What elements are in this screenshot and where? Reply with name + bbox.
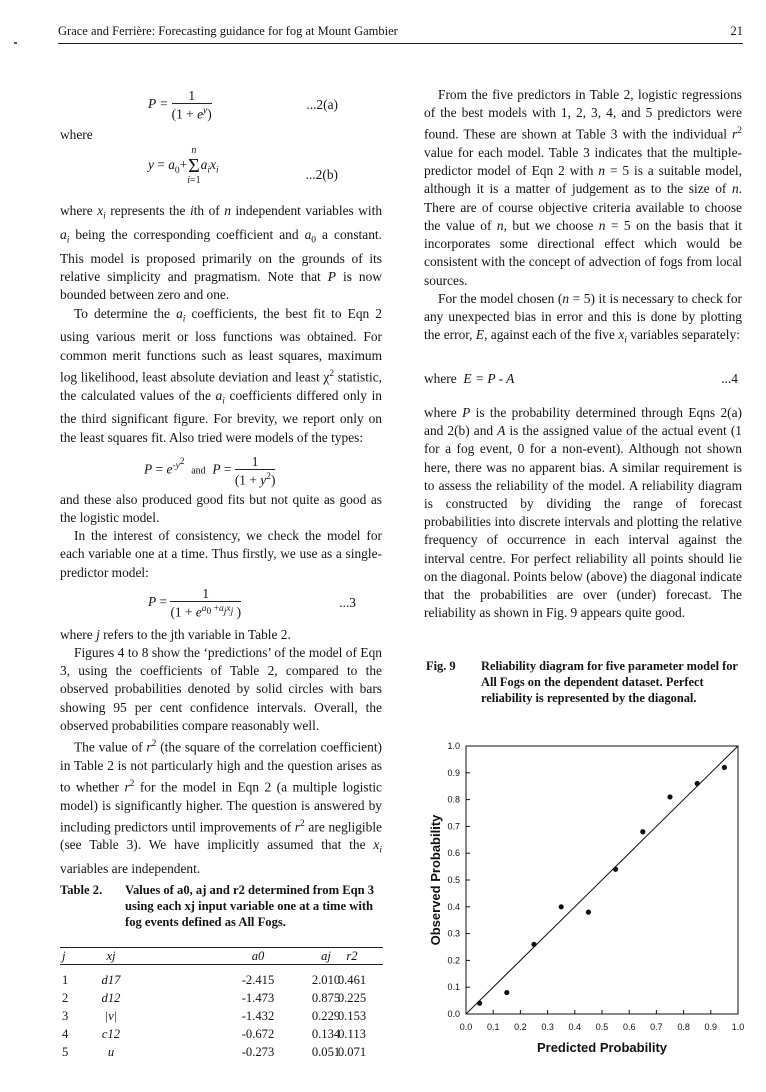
table-cell: u [107,1045,115,1059]
table-cell: 5 [62,1045,69,1059]
table-2-label: Table 2. [60,883,103,897]
x-tick-label: 0.4 [568,1022,582,1032]
y-tick-label: 0.9 [447,767,460,778]
table-cell: 0.113 [338,1027,366,1041]
figure-9-label: Fig. 9 [426,659,456,673]
x-tick-label: 0.5 [595,1022,609,1032]
paragraph: and these also produced good fits but not quite as good as the logistic model. [60,491,382,525]
table-header-cell: j [62,949,66,963]
table-cell: -1.473 [241,991,275,1005]
table-header-cell: aj [321,949,331,963]
equation-2b: $y = a_0+n$ Σ $i=1a_ix_i$ ...2(b) [148,145,338,187]
y-tick-label: 0.0 [447,1009,460,1019]
x-tick-label: 0.1 [486,1022,500,1032]
table-header-cell: a0 [251,949,265,963]
data-point [586,910,591,915]
data-point [722,765,727,770]
table-row [60,991,383,1007]
paragraph: The value of $r^2$ (the square of the correlation coefficient) in Table 2 is not particularly high and the question arises as to whether $r^2$ for the model in Eqn 2 (a multiple logistic model) is significantly higher. The question is answered by including predictors until improvements of $r^2$ are negligible (see Table 3). We have implicitly assumed that the $x_i$ variables are independent. [60,739,383,877]
x-tick-label: 0.6 [622,1022,636,1032]
y-tick-label: 0.3 [447,928,460,939]
table-cell: 4 [62,1027,69,1041]
table-cell: 2 [62,991,69,1005]
table-cell: -2.415 [241,973,275,987]
y-tick-label: 0.8 [447,794,460,805]
data-point [477,1001,482,1006]
paragraph: where j refers to the jth variable in Table 2. [60,626,291,642]
margin-mark [14,42,17,44]
y-axis-label: Observed Probability [428,814,443,946]
table-row [60,973,383,989]
equation-4-label: ...4 [721,370,738,386]
equation-alternatives: $P = e^{-y^2}$ and P = $\frac{1}{(1 + y^2)}$ [144,453,276,488]
table-header-cell: r2 [346,949,358,963]
paragraph: Figures 4 to 8 show the ‘predictions’ of the model of Eqn 3, using the coefficients of Table 2, compared to the observed probabilities denoted by solid circles with bars showing 95 per cent confidence intervals. Overall, the observed probabilities compare reasonably well. [60,645,382,733]
paragraph: For the model chosen (n = 5) it is necessary to check for any unexpected bias in error and this is done by plotting the error, E, against each of the five $x_i$ variables separately: [424,290,742,346]
y-tick-label: 0.6 [447,848,460,859]
paragraph: In the interest of consistency, we check the model for each variable one at a time. Thus firstly, we use as a single-predictor model: [60,528,382,580]
equation-3-label: ...3 [339,594,356,610]
table-cell: 0.071 [337,1045,367,1059]
table-cell: d17 [101,973,121,987]
table-cell: 0.153 [337,1009,367,1023]
table-cell: 1 [62,973,69,987]
equation-4 [424,350,742,404]
perfect-reliability-diagonal [466,746,738,1014]
equation-2b-label: ...2(b) [305,167,338,183]
paragraph: To determine the $a_i$ coefficients, the best fit to Eqn 2 using various merit or loss functions was obtained. For common merit functions such as least squares, maximum log likelihood, least absolute deviation and least $\chi^2$ statistic, the calculated values of the $a_i$ coefficients differed only in the third significant figure. For brevity, we report only on the least squares fit. Also tried were models of the types: [60,305,382,445]
data-point [504,990,509,995]
data-point [695,781,700,786]
table-cell: -0.672 [241,1027,275,1041]
data-point [667,794,672,799]
y-tick-label: 0.2 [447,955,460,966]
table-cell: |v| [104,1009,118,1023]
y-tick-label: 0.4 [447,901,460,912]
x-tick-label: 0.8 [677,1022,690,1032]
paragraph: where P is the probability determined through Eqns 2(a) and 2(b) and A is the assigned value of the actual event (1 for a fog event, 0 for a non-event). Although not shown here, there was no apparent bias. A similar requirement is to assess the reliability of the model. A reliability diagram is constructed by dividing the range of forecast probabilities into discrete intervals and plotting the relative frequency of occurrence in each interval against the interval centre. For perfect reliability all points should lie on the diagonal. Points below (above) the diagonal indicate that the probabilities are over (under) forecast. The reliability as shown in Fig. 9 appears quite good. [424,404,743,621]
equation-2a: P = $\frac{1}{(1 + e^y)}$ ...2(a) [148,88,338,122]
page-number: 21 [730,24,743,38]
header-rule [58,43,743,44]
table-cell: 2.010 [311,973,341,987]
table-row [60,1027,383,1043]
table-cell: 0.051 [311,1045,341,1059]
table-cell: 3 [62,1009,69,1023]
table-cell: 0.461 [337,973,367,987]
table-cell: 0.229 [311,1009,341,1023]
reliability-diagram-svg [424,738,754,1068]
table-cell: 0.225 [337,991,367,1005]
right-column [424,86,742,622]
equation-3: P = $\frac{1}{(1 + e^{a_0 +a_jx_j} )}$ ...3 [148,585,356,620]
table-cell: d12 [101,991,121,1005]
x-tick-label: 0.3 [541,1022,554,1032]
y-tick-label: 0.1 [447,982,460,993]
figure-9-caption: Reliability diagram for five parameter model for All Fogs on the dependent dataset. Perfect reliability is represented by the diagonal. [481,659,738,705]
reliability-diagram [424,738,754,1068]
table-cell: 0.134 [311,1027,341,1041]
where-label: where [60,127,93,142]
data-point [613,867,618,872]
table-row [60,1045,383,1061]
equation-4-where: where [424,370,457,386]
table-header-cell: xj [106,949,116,963]
table-cell: -0.273 [241,1045,275,1059]
y-tick-label: 0.7 [447,821,460,832]
table-header-row [60,949,383,965]
x-tick-label: 0.7 [650,1022,663,1032]
equation-4-expression: E = P - A [463,370,515,386]
table-row [60,1009,383,1025]
data-point [531,942,536,947]
running-header [58,24,743,42]
x-tick-label: 1.0 [731,1022,745,1032]
paragraph: From the five predictors in Table 2, logistic regressions of the best models with 1, 2, 3, 4, and 5 predictors were found. These are shown at Table 3 with the individual $r^2$ value for each model. Table 3 indicates that the multiple-predictor model of Eqn 2 with n = 5 is a suitable model, although it is a matter of judgement as to the size of n. There are of course objective criteria available to choose the value of n, but we choose n = 5 on the basis that it incorporates some directional effect which would be consistent with the concept of advection of fogs from local sources. [424,87,742,288]
left-column [60,86,382,879]
running-title: Grace and Ferrière: Forecasting guidance for fog at Mount Gambier [58,24,398,38]
paragraph: where $x_i$ represents the ith of n independent variables with $a_i$ being the corresponding coefficient and $a_0$ a constant. This model is proposed primarily on the grounds of its relative simplicity and pragmatism. Note that P is now bounded between zero and one. [60,203,383,303]
data-point [559,904,564,909]
x-axis-label: Predicted Probability [536,1040,668,1055]
table-cell: -1.432 [241,1009,275,1023]
table-2-caption: Values of a0, aj and r2 determined from Eqn 3 using each xj input variable one at a time with fog events defined as All Fogs. [125,883,375,929]
equation-2a-label: ...2(a) [306,97,338,112]
data-point [640,829,645,834]
y-tick-label: 0.5 [447,875,460,885]
x-tick-label: 0.2 [514,1022,527,1032]
y-tick-label: 1.0 [447,741,460,751]
table-rule [60,947,383,948]
table-cell: 0.875 [311,991,341,1005]
table-cell: c12 [101,1027,121,1041]
x-tick-label: 0.0 [459,1022,473,1032]
x-tick-label: 0.9 [704,1022,718,1032]
